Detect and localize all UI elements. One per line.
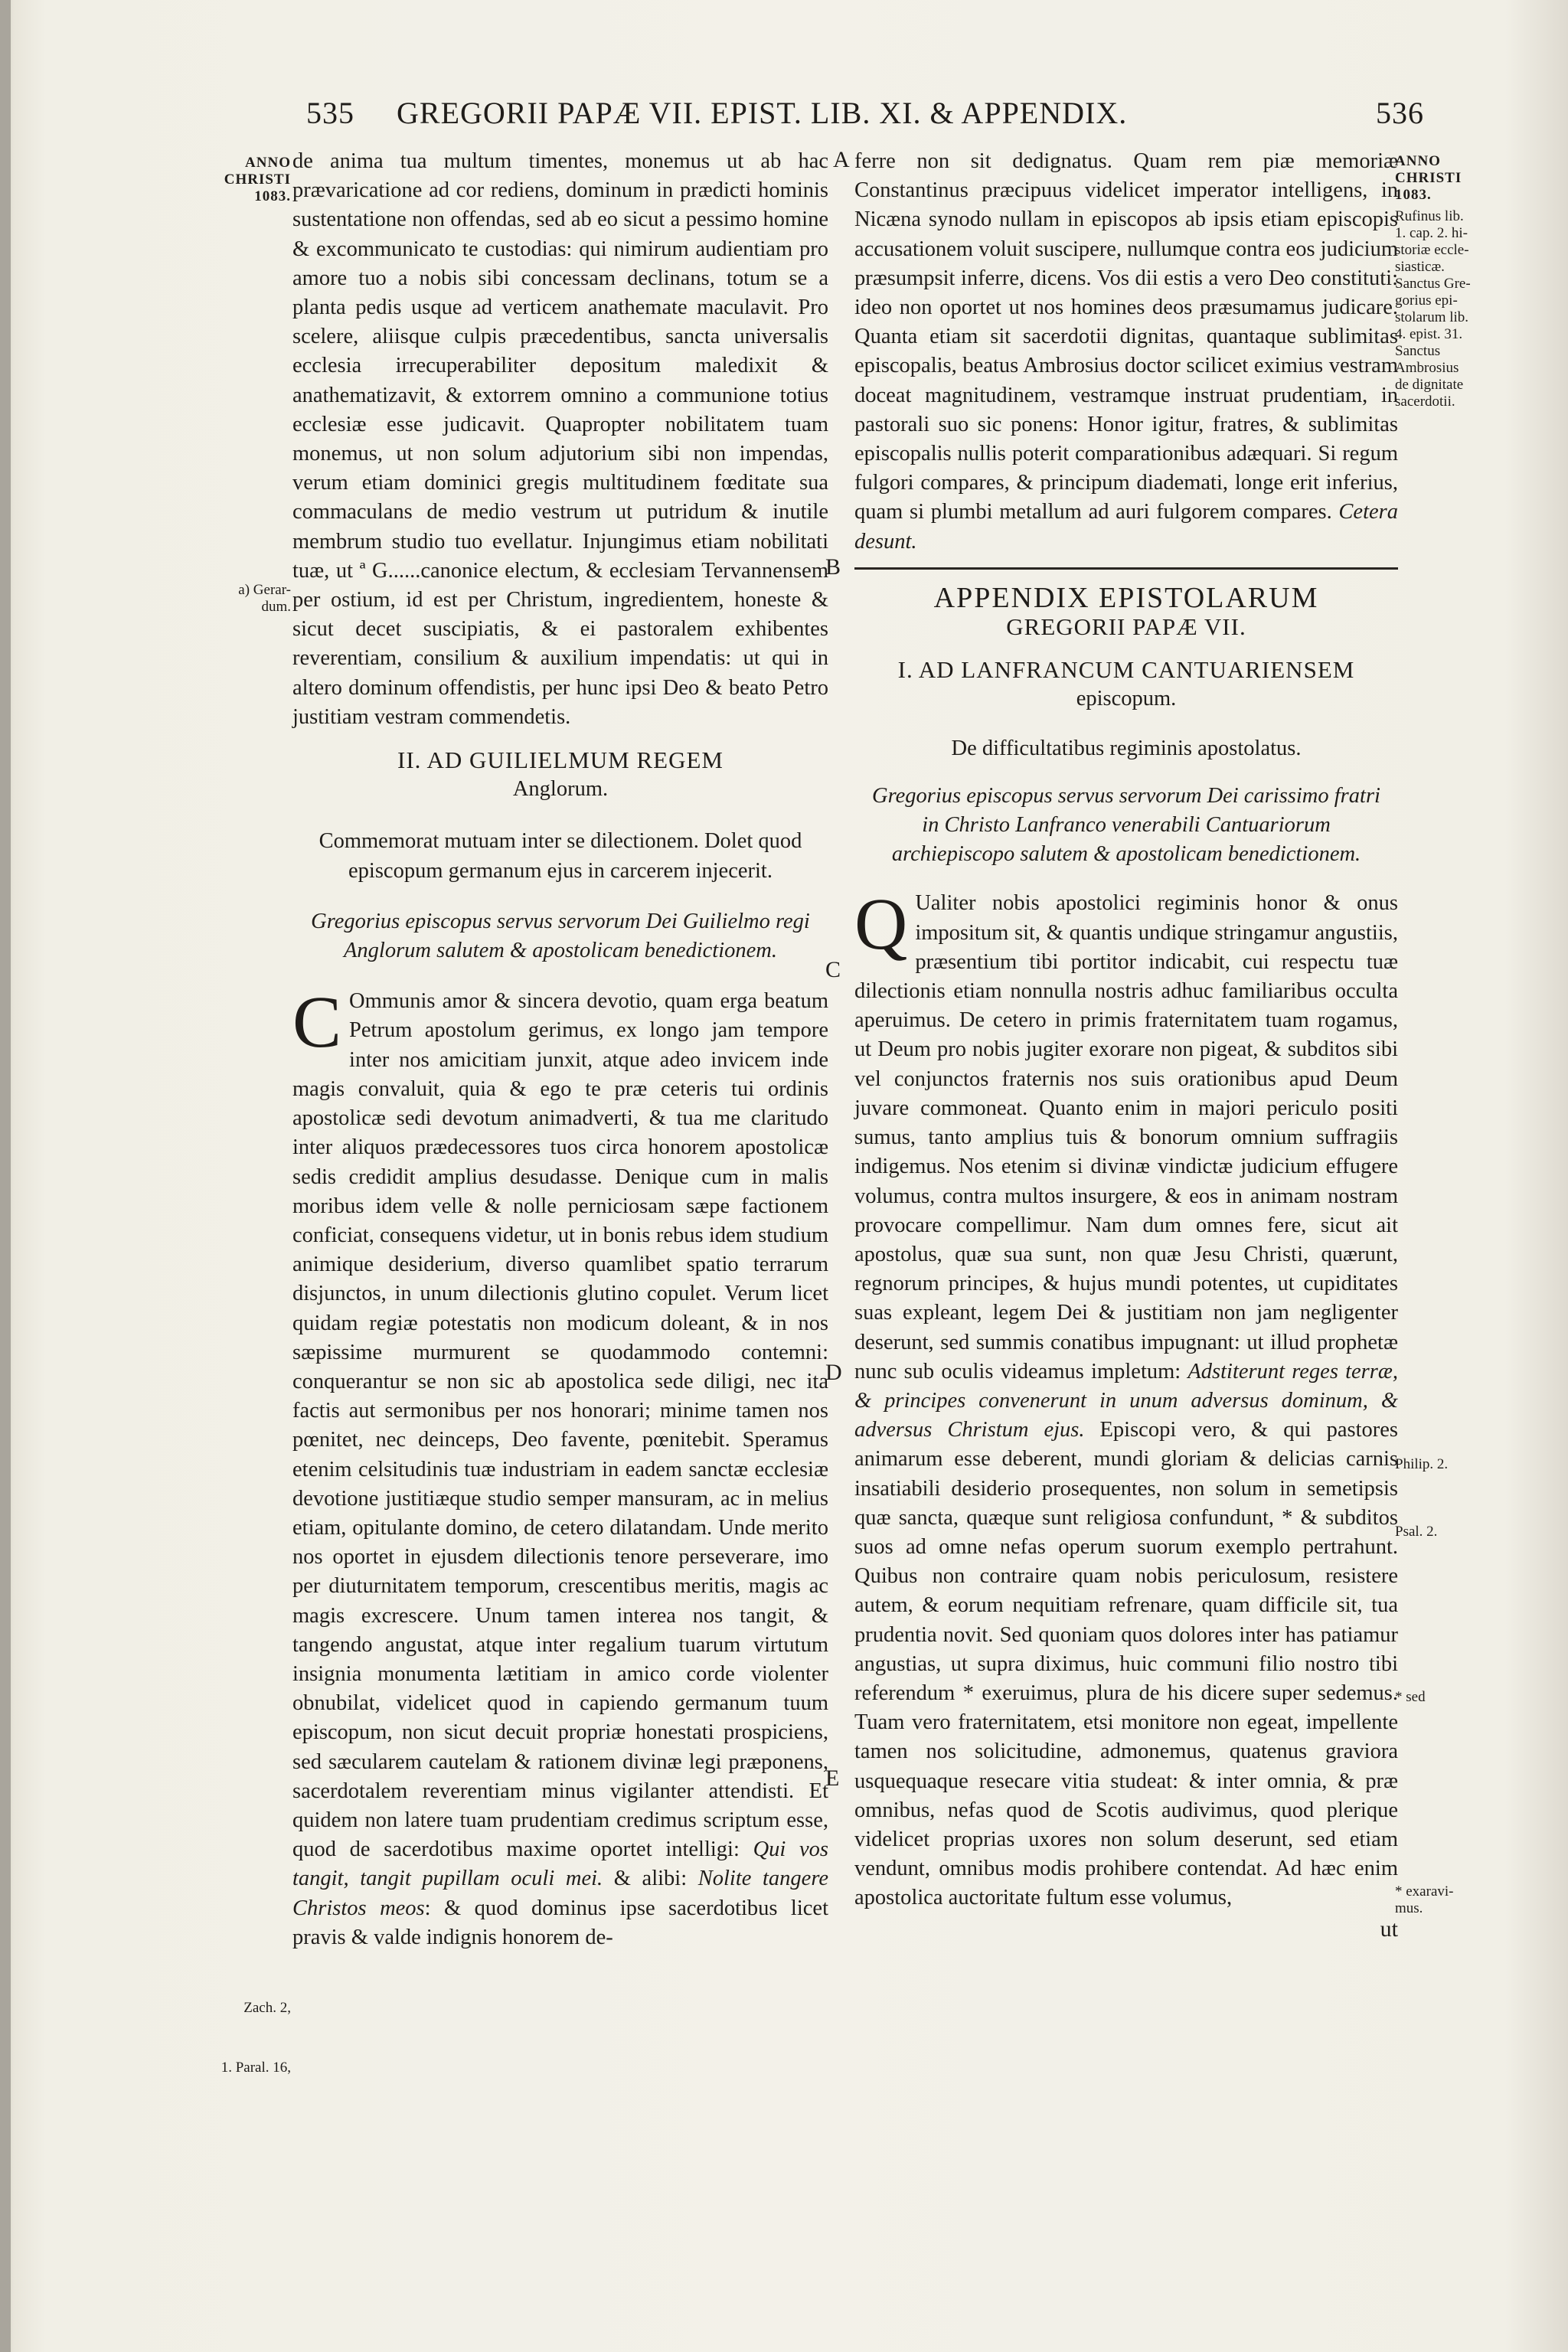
letter-i-body [854, 883, 1399, 1913]
letter-i-body-cont: Episcopi vero, & qui pastores animarum esse deberent, mundi gloriam & delicias carnis insatiabili desiderio prosequentes, non solum in semetipsis quæ sancta, quæque sunt religiosa confundunt, * & subditos suos ad omne nefas operum suorum exemplo pertrahunt. Quibus non contraire quam nobis periculosum, resistere autem, & eorum nequitiam refrenare, quam difficile sit, tua prudentia novit. Sed quoniam quos dolores inter has patiamur angustias, ut supra diximus, huic communi filio nostro tibi referendum * exeruimus, plura de his dicere super sedemus. Tuam vero fraternitatem, etsi monitore non egeat, impellente tamen nos solicitudine, admonemus, quatenus graviora usquequaque resecare vitia studeat: & inter omnia, & præ omnibus, nefas quod de Scotis audivimus, quod plerique videlicet proprias uxores non solum deserunt, sed etiam vendunt, omnibus modis prohibere contendat. Ad hæc enim apostolica auctoritate fultum esse volumus, [854, 1418, 1399, 1910]
letter-i-body-text: Ualiter nobis apostolici regiminis honor & onus impositum sit, & quantis undique stringamur angustiis, præsentium tibi portitor indicabit, cui respectu tuæ dilectionis etiam nonnulla nostris adhuc familiaribus occulta aperuimus. De cetero in primis fraternitatem tuam rogamus, ut Deum pro nobis jugiter exorare non pigeat, & subditos sibi vel conjunctos fraternis nos suis orationibus apud Deum juvare commoneat. Quanto enim in majori periculo positi sumus, tanto amplius tuis & bonorum omnium suffragiis indigemus. Nos etenim si divinæ vindictæ judicium effugere volumus, contra multos insurgere, & eos in animam nostram provocare compellimur. Nam dum omnes fere, sicut ait apostolus, quæ sua sunt, non quæ Jesu Christi, quærunt, regnorum principes, & hujus mundi potentes, ut cupiditates suas expleant, legem Dei & justitiam non jam negligenter deserunt, sed summis conatibus impugnant: ut illud prophetæ nunc sub oculis videamus impletum: [854, 891, 1398, 1383]
psalm-quote: Adstiterunt reges terræ, & principes convenerunt in unum adversus dominum, & adversus Christum ejus. [854, 1359, 1398, 1442]
dropcap-q: Q [854, 883, 908, 965]
letter-i-heading-line2: episcopum. [1076, 687, 1177, 711]
left-column [292, 147, 828, 1952]
quote-zach: Qui vos tangit, tangit pupillam oculi mei. [292, 1838, 829, 1891]
running-title: GREGORII PAPÆ VII. EPIST. LIB. XI. & APPENDIX. [397, 96, 1128, 130]
right-para-1-text: ferre non sit dedignatus. Quam rem piæ memoriæ Constantinus præcipuus videlicet imperator intelligens, in Nicæna synodo nullam in episcopos ab ipsis etiam episcopis accusationem voluit suscipere, nullumque contra eos judicium præsumpsit inferre, dicens. Vos dii estis a vero Deo constituti: ideo non oportet ut nos homines deos præsumamus judicare. Quanta etiam sit sacerdotii dignitas, quantaque sublimitas episcopalis, beatus Ambrosius doctor scilicet eximius vestram doceat magnitudinem, vestramque instruat prudentiam, in pastorali suo sic ponens: Honor igitur, fratres, & sublimitas episcopalis nullis poterit comparationibus adæquari. Si regum fulgori compares, & principum diademati, longe erit inferius, quam si plumbi metallum ad auri fulgorem compares. [854, 149, 1398, 524]
catchword: ut [1380, 1916, 1398, 1942]
left-para-1: de anima tua multum timentes, monemus ut ab hac prævaricatione ad cor rediens, dominum in prædicti hominis sustentatione non offendas, sed ab eo sicut a pessimo homine & excommunicato te custodias: qui nimirum audientiam pro amore tuo a nobis sibi concessam declinans, totum se a planta pedis usque ad verticem anathemate maculavit. Pro scelere, aliisque culpis præcedentibus, sancta universalis ecclesia irrecuperabiliter depositum maledixit & anathematizavit, & extorrem omnino a communione totius ecclesiæ esse judicavit. Quapropter nobilitatem tuam monemus, ut non solum adjutorium sibi non impendas, verum etiam dominici gregis multitudinem fœditate sua commaculans de medio vestrum ut putridum & inutile membrum studio tuo evellatur. Injungimus etiam nobilitati tuæ, ut ª G......canonice electum, & ecclesiam Tervannensem per ostium, id est per Christum, ingredientem, honeste & sicut decet suscipiatis, & ei pastoralem exhibentes reverentiam, consilium & auxilium impendatis: ut qui in altero dominum offendistis, per hunc ipsi Deo & beato Petro justitiam vestram commendetis. [292, 149, 828, 729]
section-letter-d: D [825, 1360, 842, 1385]
quote-connector: & alibi: [613, 1867, 688, 1891]
margin-note-psal: Psal. 2. [1395, 1524, 1438, 1540]
margin-year-left: ANNO CHRISTI 1083. [224, 155, 291, 204]
right-column [854, 147, 1398, 1944]
letter-i-summary: De difficultatibus regiminis apostolatus. [951, 736, 1302, 760]
cetera-desunt: Cetera desunt. [854, 500, 1398, 554]
appendix-title-line1: APPENDIX EPISTOLARUM [933, 581, 1319, 614]
section-letter-e: E [825, 1766, 840, 1791]
running-header [306, 92, 1424, 138]
margin-note-philip: Philip. 2. [1395, 1456, 1449, 1472]
margin-note-sed: * sed [1395, 1689, 1426, 1705]
page-number-right: 536 [1376, 96, 1424, 130]
section-rule [854, 567, 1398, 570]
right-para-1 [854, 147, 1398, 557]
section-letter-c: C [825, 957, 841, 982]
margin-sources: Rufinus lib. 1. cap. 2. hi- storiæ eccle- siasticæ. Sanctus Gre- gorius epi- stolarum lib. 4. epist. 31. Sanctus Ambrosius de dignitate sacerdotii. [1395, 208, 1471, 410]
margin-note-a: a) Gerar- dum. [238, 582, 291, 615]
letter-ii-salutation: Gregorius episcopus servus servorum Dei Guilielmo regi Anglorum salutem & apostolicam benedictionem. [311, 909, 810, 963]
page-number-left: 535 [306, 96, 354, 130]
margin-year-right: ANNO CHRISTI 1083. [1395, 153, 1462, 203]
letter-ii-summary: Commemorat mutuam inter se dilectionem. Dolet quod episcopum germanum ejus in carcerem injecerit. [318, 829, 802, 883]
appendix-title-line2: GREGORII PAPÆ VII. [1006, 613, 1246, 641]
letter-i-heading-line1: I. AD LANFRANCUM CANTUARIENSEM [897, 656, 1355, 684]
margin-note-exarav: * exaravi- mus. [1395, 1883, 1454, 1916]
letter-ii-heading-line1: II. AD GUILIELMUM REGEM [397, 746, 724, 774]
section-letter-b: B [825, 554, 841, 580]
margin-note-paral: 1. Paral. 16, [220, 2060, 291, 2076]
section-letter-a: A [833, 147, 850, 172]
letter-ii-body-text: Ommunis amor & sincera devotio, quam erga beatum Petrum apostolum gerimus, ex longo jam tempore inter nos amicitiam junxit, atque adeo invicem inde magis convaluit, quia & ego te præ ceteris tui ordinis apostolicæ sedi devotum animadverti, & tua me claritudo inter aliquos prædecessores tuos circa honorem apostolicæ sedis credidit amplius desudasse. Denique cum in malis moribus idem velle & nolle perniciosam sæpe factionem conficiat, consequens videtur, ut in bonis rebus idem studium animique desiderium, diverso quamlibet spatio terrarum disjunctos, in unum dilectionis glutino copulet. Verum licet quidam regiæ potestatis non modicum doleant, & in nos sæpissime murmurent se quodammodo contemni: conquerantur se non sic ab apostolica sede diligi, nec ita factis aut sermonibus per nos honorari; minime tamen nos pœnitet, nec deinceps, Deo favente, pœnitebit. Speramus etenim celsitudinis tuæ industriam in eadem sanctæ ecclesiæ devotione justitiæque studio semper mansuram, ac in melius etiam, opitulante domino, de cetero dilatandam. Unde merito nos oportet in ejusdem dilectionis tenore perseverare, imo per diuturnitatem temporum, crescentibus meritis, magis ac magis excrescere. Unum tamen interea nos tangit, & tangendo angustat, atque inter regalium tuarum virtutum insignia monumenta lætitiam in amico corde violenter obnubilat, videlicet quod in capiendo germanum tuum episcopum, non sicut decuit propriæ honestati prospiciens, sed sæcularem cautelam & rationem divinæ legi præponens, sacerdotalem reverentiam minus vigilanter attendisti. Et quidem non latere tuam prudentiam credimus scriptum esse, quod de sacerdotibus maxime oportet intelligi: [292, 989, 828, 1862]
quote-paral: Nolite tangere Christos meos [292, 1867, 829, 1920]
binding-edge [0, 0, 11, 2352]
letter-ii-body [292, 981, 829, 1952]
letter-ii-heading-line2: Anglorum. [512, 777, 609, 802]
margin-note-zach: Zach. 2, [243, 2000, 291, 2016]
letter-ii-body-end: : & quod dominus ipse sacerdotibus licet pravis & valde indignis honorem de- [292, 1896, 828, 1949]
letter-i-salutation: Gregorius episcopus servus servorum Dei carissimo fratri in Christo Lanfranco venerabili Cantuariorum archiepiscopo salutem & apostolicam benedictionem. [872, 783, 1380, 867]
dropcap-c: C [292, 981, 342, 1063]
